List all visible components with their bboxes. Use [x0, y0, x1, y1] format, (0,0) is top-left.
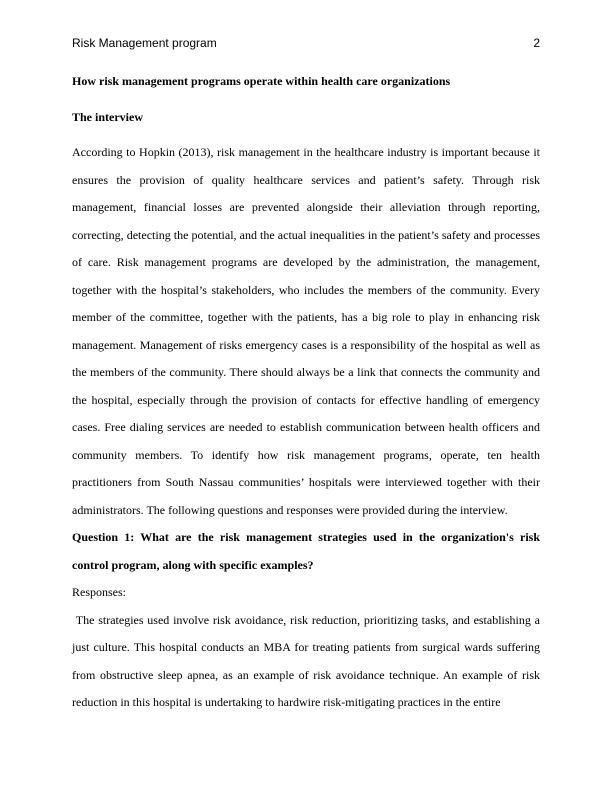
intro-paragraph: According to Hopkin (2013), risk management in the healthcare industry is important because it ensures the provision of quality healthcare services and patient’s safety. Through risk management, financial losses are prevented alongside their alleviation through reporting, correcting, detecting the potential, and the actual inequalities in the patient’s safety and processes of care. Risk management programs are developed by the administration, the management, together with the hospital’s stakeholders, who includes the members of the community. Every member of the committee, together with the patients, has a big role to play in enhancing risk management. Management of risks emergency cases is a responsibility of the hospital as well as the members of the community. There should always be a link that connects the community and the hospital, especially through the provision of contacts for effective handling of emergency cases. Free dialing services are needed to establish communication between health officers and community members. To identify how risk management programs, operate, ten health practitioners from South Nassau communities’ hospitals were interviewed together with their administrators. The following questions and responses were provided during the interview.: [72, 145, 540, 517]
document-body: [72, 68, 540, 717]
page-header: [72, 35, 540, 51]
section-heading-interview: The interview: [72, 109, 143, 124]
running-head-title: Risk Management program: [72, 36, 217, 50]
question-1: Question 1: What are the risk management strategies used in the organization's risk control program, along with specific examples?: [72, 530, 540, 572]
main-heading: How risk management programs operate within health care organizations: [72, 74, 451, 88]
response-paragraph: The strategies used involve risk avoidance, risk reduction, prioritizing tasks, and establishing a just culture. This hospital conducts an MBA for treating patients from surgical wards suffering from obstructive sleep apnea, as an example of risk avoidance technique. An example of risk reduction in this hospital is undertaking to hardwire risk-mitigating practices in the entire: [72, 612, 540, 709]
page-number: 2: [533, 36, 540, 50]
responses-label: Responses:: [72, 585, 126, 599]
